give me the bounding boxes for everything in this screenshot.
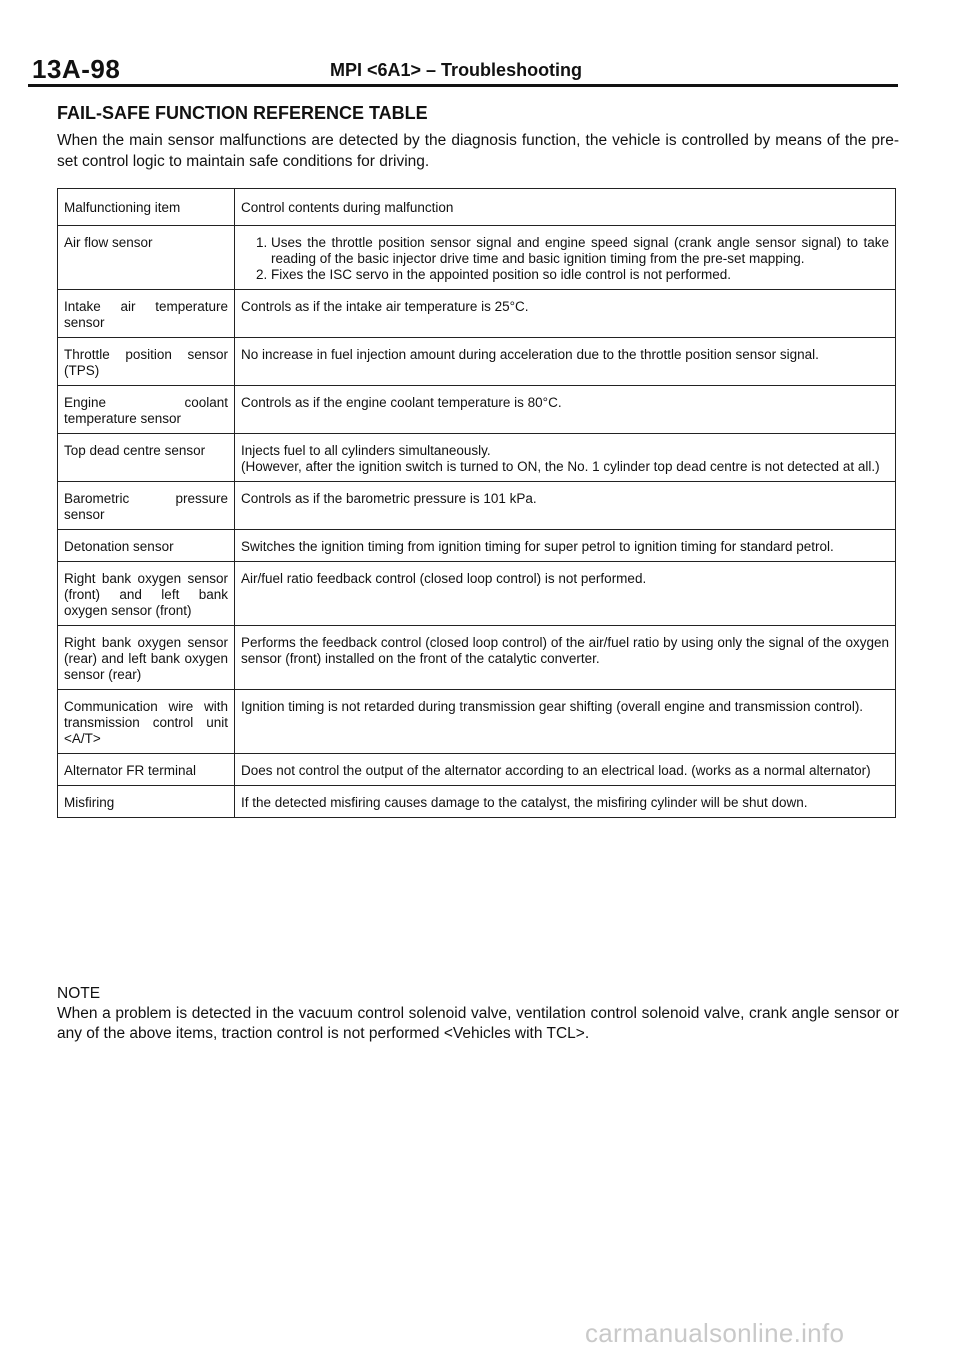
- row-control: No increase in fuel injection amount during acceleration due to the throttle position sensor signal.: [235, 338, 896, 386]
- row-control: [235, 434, 896, 482]
- table-row: [58, 482, 896, 530]
- table-row: [58, 562, 896, 626]
- column-header-control: Control contents during malfunction: [235, 189, 896, 226]
- fail-safe-table: [57, 188, 896, 818]
- control-step: 2. Fixes the ISC servo in the appointed position so idle control is not performed.: [271, 267, 889, 283]
- row-control: Controls as if the engine coolant temperature is 80°C.: [235, 386, 896, 434]
- section-title: MPI <6A1> – Troubleshooting: [330, 60, 583, 80]
- header-rule: [28, 84, 898, 87]
- row-item: Right bank oxygen sensor (front) and left bank oxygen sensor (front): [58, 562, 235, 626]
- control-line: Injects fuel to all cylinders simultaneously.: [241, 443, 491, 458]
- row-control: Controls as if the intake air temperature is 25°C.: [235, 290, 896, 338]
- page-number: 13A-98: [32, 54, 121, 84]
- row-control: If the detected misfiring causes damage to the catalyst, the misfiring cylinder will be shut down.: [235, 786, 896, 818]
- table-row: [58, 338, 896, 386]
- table-row: [58, 754, 896, 786]
- table-header-row: [58, 189, 896, 226]
- row-control: Controls as if the barometric pressure is 101 kPa.: [235, 482, 896, 530]
- row-item: Alternator FR terminal: [58, 754, 235, 786]
- table-row: [58, 690, 896, 754]
- intro-paragraph: When the main sensor malfunctions are detected by the diagnosis function, the vehicle is controlled by means of the pre-set control logic to maintain safe conditions for driving.: [57, 132, 899, 170]
- row-control: Performs the feedback control (closed loop control) of the air/fuel ratio by using only the signal of the oxygen sensor (front) installed on the front of the catalytic converter.: [235, 626, 896, 690]
- row-item: Communication wire with transmission control unit <A/T>: [58, 690, 235, 754]
- control-step: 1. Uses the throttle position sensor signal and engine speed signal (crank angle sensor signal) to take reading of the basic injector drive time and basic ignition timing from the pre-set mapping.: [271, 235, 889, 267]
- control-line: (However, after the ignition switch is turned to ON, the No. 1 cylinder top dead centre is not detected at all.): [241, 459, 880, 474]
- watermark: carmanualsonline.info: [585, 1318, 845, 1348]
- row-item: Throttle position sensor (TPS): [58, 338, 235, 386]
- table-row: [58, 626, 896, 690]
- column-header-item: Malfunctioning item: [58, 189, 235, 226]
- row-item: Air flow sensor: [58, 226, 235, 290]
- row-control: Switches the ignition timing from ignition timing for super petrol to ignition timing for standard petrol.: [235, 530, 896, 562]
- control-steps: [241, 235, 889, 283]
- row-control: Air/fuel ratio feedback control (closed loop control) is not performed.: [235, 562, 896, 626]
- row-item: Right bank oxygen sensor (rear) and left bank oxygen sensor (rear): [58, 626, 235, 690]
- note-text: When a problem is detected in the vacuum control solenoid valve, ventilation control solenoid valve, crank angle sensor or any of the above items, traction control is not performed <Vehicles with TCL>.: [57, 1005, 899, 1042]
- note-label: NOTE: [57, 985, 101, 1002]
- row-item: Misfiring: [58, 786, 235, 818]
- table-row: [58, 386, 896, 434]
- page-header: [32, 54, 898, 82]
- row-item: Barometric pressure sensor: [58, 482, 235, 530]
- row-item: Detonation sensor: [58, 530, 235, 562]
- row-item: Engine coolant temperature sensor: [58, 386, 235, 434]
- row-control: [235, 226, 896, 290]
- row-item: Top dead centre sensor: [58, 434, 235, 482]
- row-control: Ignition timing is not retarded during transmission gear shifting (overall engine and transmission control).: [235, 690, 896, 754]
- row-item: Intake air temperature sensor: [58, 290, 235, 338]
- row-control: Does not control the output of the alternator according to an electrical load. (works as a normal alternator): [235, 754, 896, 786]
- table-row: [58, 290, 896, 338]
- document-heading: FAIL-SAFE FUNCTION REFERENCE TABLE: [57, 103, 428, 123]
- table-row: [58, 226, 896, 290]
- table-row: [58, 786, 896, 818]
- table-row: [58, 530, 896, 562]
- table-row: [58, 434, 896, 482]
